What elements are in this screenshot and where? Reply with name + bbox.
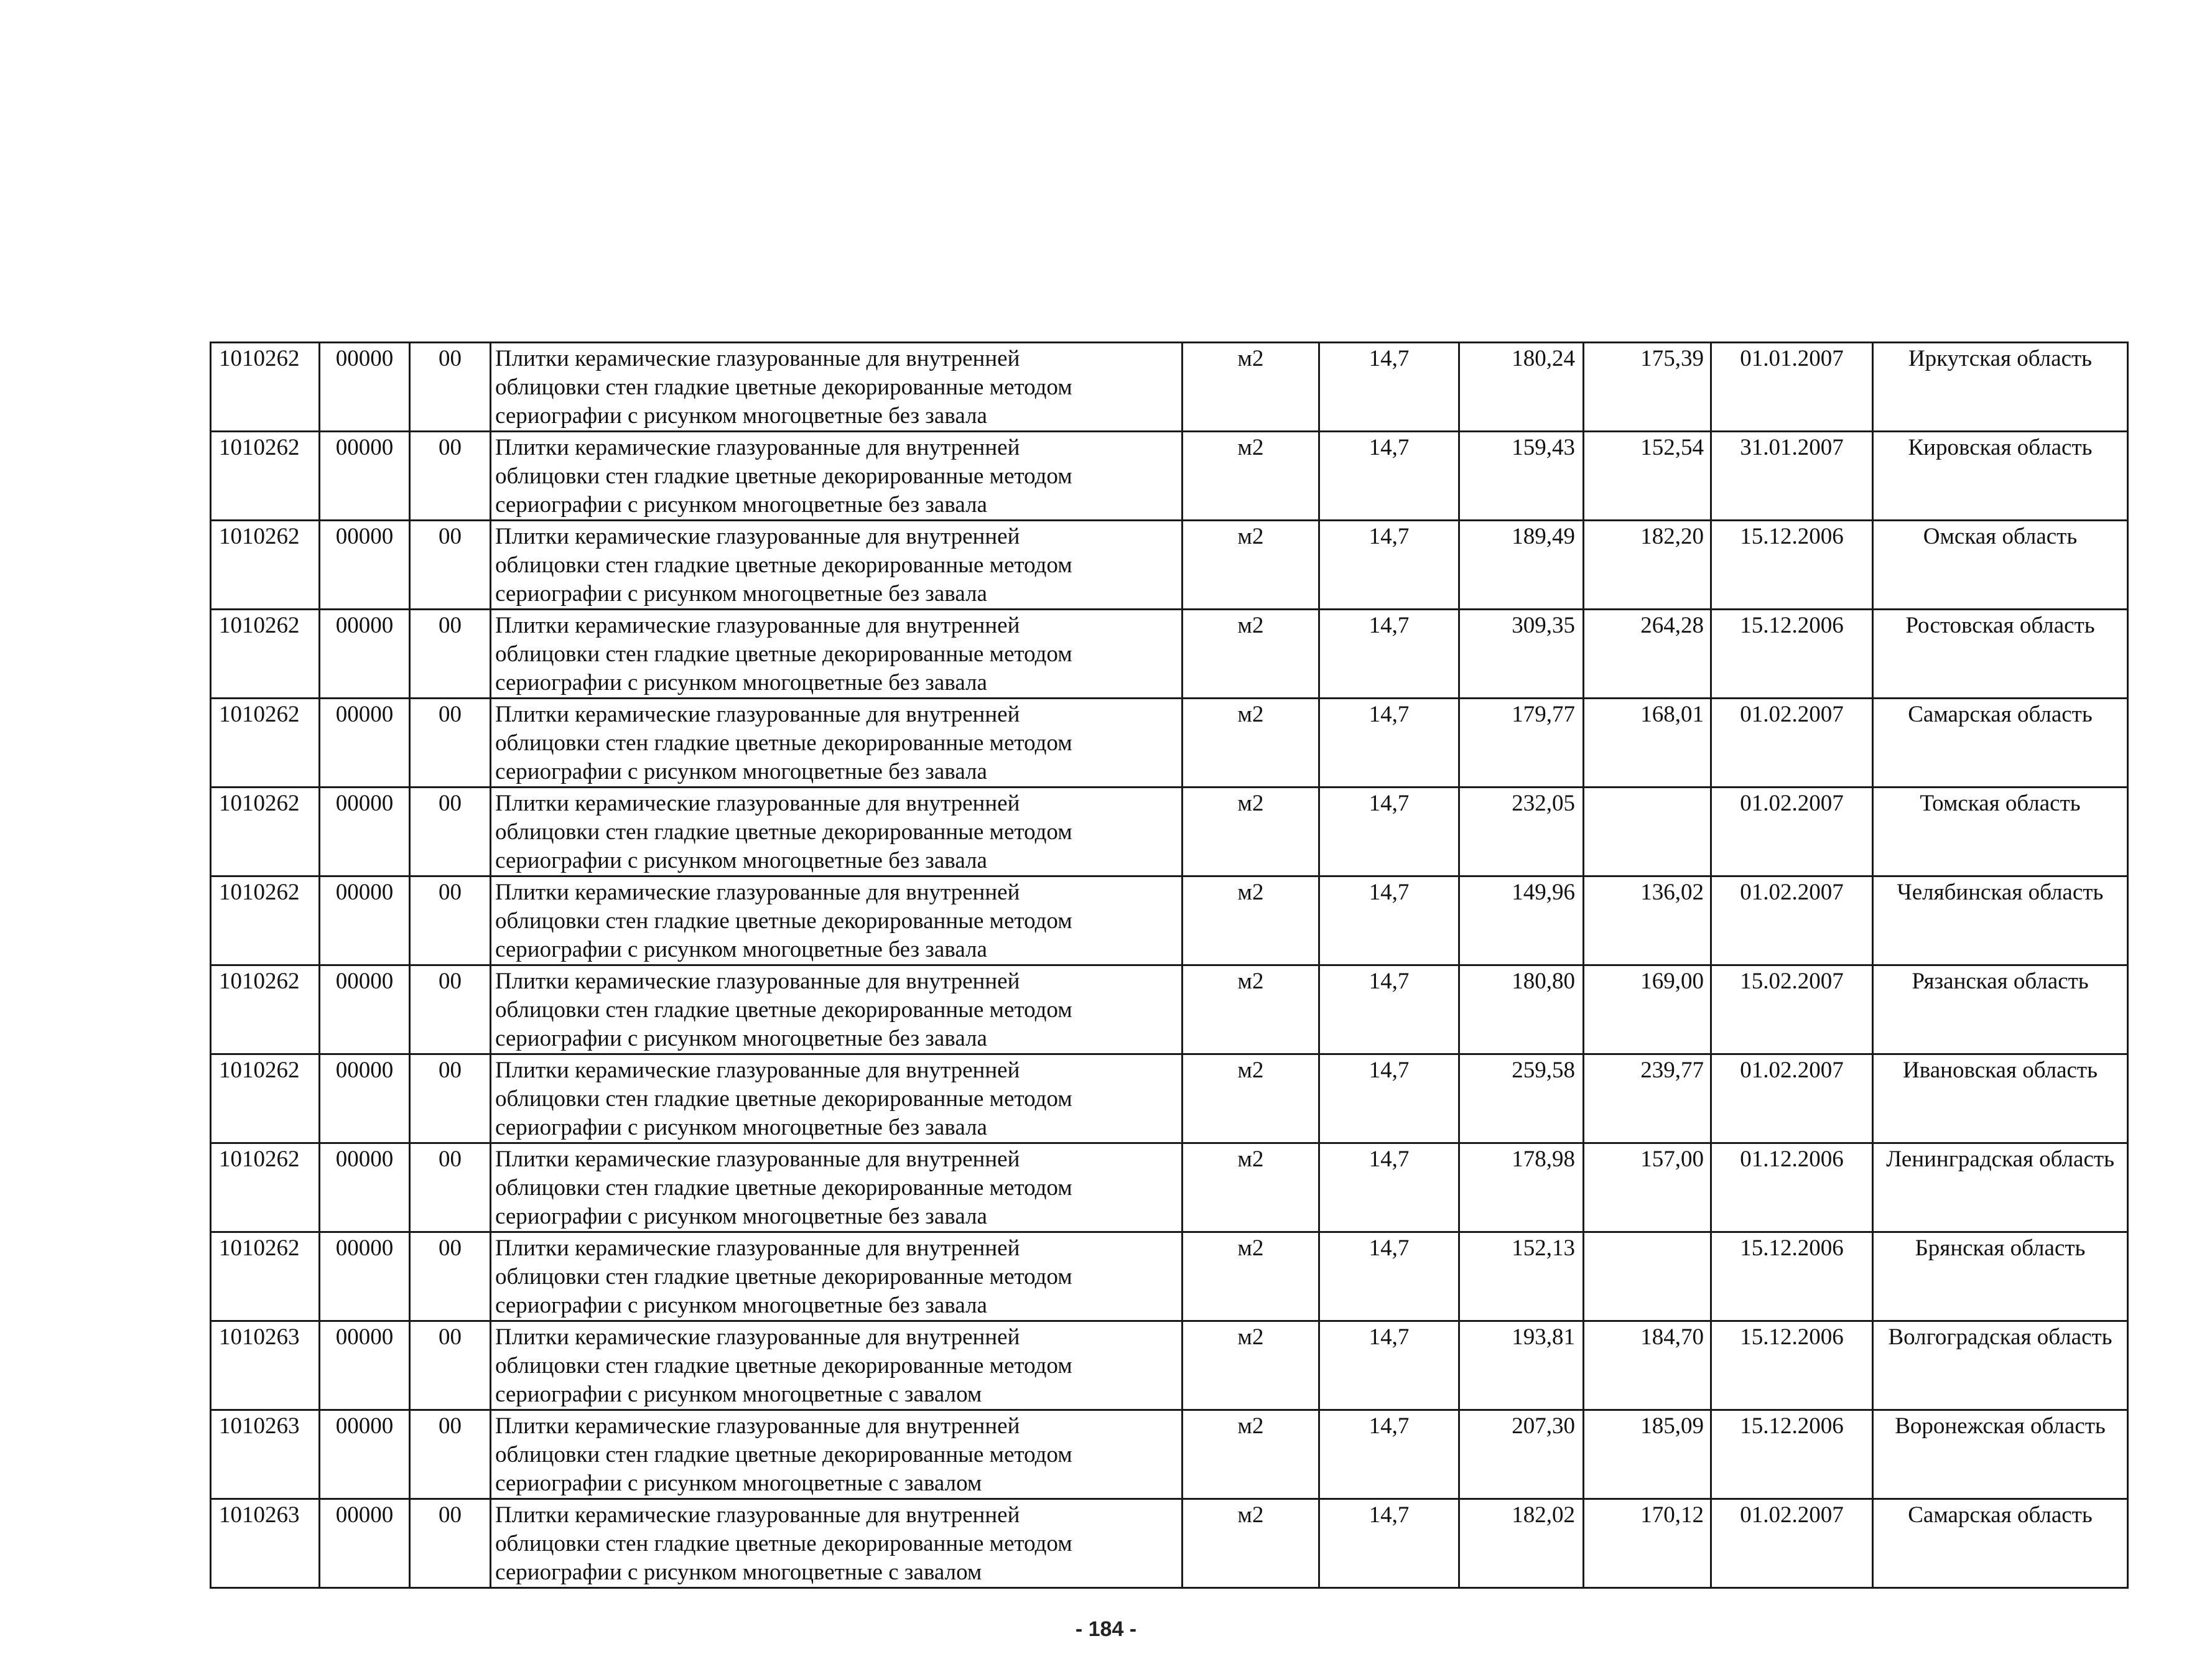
cell-rate: 14,7 bbox=[1319, 1143, 1459, 1232]
cell-price-1: 179,77 bbox=[1459, 699, 1584, 788]
cell-unit: м2 bbox=[1183, 432, 1319, 521]
table-row bbox=[211, 1499, 2128, 1588]
description-line: Плитки керамические глазурованные для внутренней bbox=[495, 346, 1020, 371]
cell-rate: 14,7 bbox=[1319, 1499, 1459, 1588]
cell-region: Брянская область bbox=[1873, 1232, 2128, 1321]
cell-code: 1010262 bbox=[211, 699, 320, 788]
description-line: сериографии с рисунком многоцветные без завала bbox=[495, 848, 987, 873]
description-line: Плитки керамические глазурованные для внутренней bbox=[495, 1235, 1020, 1261]
cell-region: Челябинская область bbox=[1873, 876, 2128, 965]
cell-suffix: 00 bbox=[410, 521, 491, 610]
table-row bbox=[211, 1410, 2128, 1499]
cell-price-1: 178,98 bbox=[1459, 1143, 1584, 1232]
cell-subcode: 00000 bbox=[320, 343, 410, 432]
cell-unit: м2 bbox=[1183, 965, 1319, 1054]
description-line: облицовки стен гладкие цветные декорированные методом bbox=[495, 1264, 1072, 1290]
cell-code: 1010262 bbox=[211, 432, 320, 521]
cell-subcode: 00000 bbox=[320, 876, 410, 965]
description-line: Плитки керамические глазурованные для внутренней bbox=[495, 613, 1020, 638]
description-line: облицовки стен гладкие цветные декорированные методом bbox=[495, 552, 1072, 578]
cell-subcode: 00000 bbox=[320, 1410, 410, 1499]
table-row bbox=[211, 343, 2128, 432]
cell-unit: м2 bbox=[1183, 1232, 1319, 1321]
cell-rate: 14,7 bbox=[1319, 1232, 1459, 1321]
cell-rate: 14,7 bbox=[1319, 699, 1459, 788]
cell-unit: м2 bbox=[1183, 610, 1319, 699]
page-number: - 184 - bbox=[1075, 1617, 1137, 1641]
table-row bbox=[211, 788, 2128, 876]
description-line: Плитки керамические глазурованные для внутренней bbox=[495, 880, 1020, 905]
cell-region: Томская область bbox=[1873, 788, 2128, 876]
table-row bbox=[211, 1321, 2128, 1410]
cell-unit: м2 bbox=[1183, 876, 1319, 965]
cell-code: 1010262 bbox=[211, 521, 320, 610]
cell-description bbox=[491, 876, 1183, 965]
cell-price-2: 239,77 bbox=[1584, 1054, 1711, 1143]
cell-price-2: 152,54 bbox=[1584, 432, 1711, 521]
cell-date: 01.02.2007 bbox=[1711, 788, 1873, 876]
cell-subcode: 00000 bbox=[320, 1054, 410, 1143]
table-row bbox=[211, 1143, 2128, 1232]
cell-date: 15.02.2007 bbox=[1711, 965, 1873, 1054]
cell-subcode: 00000 bbox=[320, 432, 410, 521]
cell-suffix: 00 bbox=[410, 1499, 491, 1588]
cell-date: 01.02.2007 bbox=[1711, 1054, 1873, 1143]
description-line: сериографии с рисунком многоцветные с завалом bbox=[495, 1382, 982, 1407]
cell-price-1: 232,05 bbox=[1459, 788, 1584, 876]
cell-suffix: 00 bbox=[410, 1054, 491, 1143]
cell-suffix: 00 bbox=[410, 965, 491, 1054]
description-line: сериографии с рисунком многоцветные без завала bbox=[495, 937, 987, 962]
cell-price-1: 180,24 bbox=[1459, 343, 1584, 432]
cell-price-2 bbox=[1584, 1232, 1711, 1321]
cell-price-2 bbox=[1584, 788, 1711, 876]
description-line: сериографии с рисунком многоцветные без завала bbox=[495, 492, 987, 518]
table-row bbox=[211, 965, 2128, 1054]
cell-subcode: 00000 bbox=[320, 699, 410, 788]
cell-rate: 14,7 bbox=[1319, 343, 1459, 432]
description-line: Плитки керамические глазурованные для внутренней bbox=[495, 1413, 1020, 1439]
description-line: сериографии с рисунком многоцветные без завала bbox=[495, 1026, 987, 1051]
cell-price-2: 136,02 bbox=[1584, 876, 1711, 965]
description-line: сериографии с рисунком многоцветные без завала bbox=[495, 670, 987, 695]
description-line: облицовки стен гладкие цветные декорированные методом bbox=[495, 463, 1072, 489]
cell-unit: м2 bbox=[1183, 521, 1319, 610]
cell-price-2: 157,00 bbox=[1584, 1143, 1711, 1232]
cell-date: 15.12.2006 bbox=[1711, 1410, 1873, 1499]
cell-suffix: 00 bbox=[410, 432, 491, 521]
cell-code: 1010263 bbox=[211, 1410, 320, 1499]
description-line: облицовки стен гладкие цветные декорированные методом bbox=[495, 730, 1072, 756]
cell-description bbox=[491, 1232, 1183, 1321]
cell-subcode: 00000 bbox=[320, 965, 410, 1054]
cell-suffix: 00 bbox=[410, 1143, 491, 1232]
table-row bbox=[211, 699, 2128, 788]
cell-code: 1010263 bbox=[211, 1499, 320, 1588]
cell-price-1: 259,58 bbox=[1459, 1054, 1584, 1143]
cell-code: 1010262 bbox=[211, 343, 320, 432]
description-line: облицовки стен гладкие цветные декорированные методом bbox=[495, 1442, 1072, 1467]
cell-region: Самарская область bbox=[1873, 699, 2128, 788]
cell-subcode: 00000 bbox=[320, 610, 410, 699]
description-line: Плитки керамические глазурованные для внутренней bbox=[495, 969, 1020, 994]
cell-region: Воронежская область bbox=[1873, 1410, 2128, 1499]
cell-price-1: 193,81 bbox=[1459, 1321, 1584, 1410]
description-line: Плитки керамические глазурованные для внутренней bbox=[495, 1146, 1020, 1172]
description-line: облицовки стен гладкие цветные декорированные методом bbox=[495, 641, 1072, 667]
cell-code: 1010262 bbox=[211, 788, 320, 876]
cell-description bbox=[491, 432, 1183, 521]
cell-rate: 14,7 bbox=[1319, 521, 1459, 610]
cell-price-1: 189,49 bbox=[1459, 521, 1584, 610]
cell-date: 15.12.2006 bbox=[1711, 610, 1873, 699]
cell-code: 1010262 bbox=[211, 1143, 320, 1232]
cell-price-1: 149,96 bbox=[1459, 876, 1584, 965]
cell-description bbox=[491, 699, 1183, 788]
description-line: сериографии с рисунком многоцветные с завалом bbox=[495, 1471, 982, 1496]
cell-region: Ленинградская область bbox=[1873, 1143, 2128, 1232]
cell-description bbox=[491, 1410, 1183, 1499]
cell-price-2: 184,70 bbox=[1584, 1321, 1711, 1410]
cell-suffix: 00 bbox=[410, 610, 491, 699]
cell-unit: м2 bbox=[1183, 343, 1319, 432]
cell-subcode: 00000 bbox=[320, 1499, 410, 1588]
cell-price-1: 309,35 bbox=[1459, 610, 1584, 699]
cell-date: 01.02.2007 bbox=[1711, 699, 1873, 788]
cell-region: Ростовская область bbox=[1873, 610, 2128, 699]
cell-price-1: 207,30 bbox=[1459, 1410, 1584, 1499]
description-line: сериографии с рисунком многоцветные без завала bbox=[495, 1293, 987, 1318]
cell-code: 1010262 bbox=[211, 965, 320, 1054]
cell-region: Волгоградская область bbox=[1873, 1321, 2128, 1410]
cell-suffix: 00 bbox=[410, 1410, 491, 1499]
cell-region: Самарская область bbox=[1873, 1499, 2128, 1588]
cell-code: 1010262 bbox=[211, 876, 320, 965]
cell-subcode: 00000 bbox=[320, 1232, 410, 1321]
cell-date: 15.12.2006 bbox=[1711, 1321, 1873, 1410]
cell-price-2: 169,00 bbox=[1584, 965, 1711, 1054]
cell-description bbox=[491, 788, 1183, 876]
cell-suffix: 00 bbox=[410, 343, 491, 432]
table-body bbox=[211, 343, 2128, 1588]
cell-description bbox=[491, 1054, 1183, 1143]
cell-price-2: 170,12 bbox=[1584, 1499, 1711, 1588]
description-line: сериографии с рисунком многоцветные без завала bbox=[495, 1204, 987, 1229]
cell-suffix: 00 bbox=[410, 699, 491, 788]
cell-subcode: 00000 bbox=[320, 521, 410, 610]
cell-subcode: 00000 bbox=[320, 1321, 410, 1410]
cell-rate: 14,7 bbox=[1319, 788, 1459, 876]
price-table bbox=[210, 342, 2129, 1589]
description-line: сериографии с рисунком многоцветные без завала bbox=[495, 1115, 987, 1140]
cell-date: 01.02.2007 bbox=[1711, 876, 1873, 965]
cell-date: 01.01.2007 bbox=[1711, 343, 1873, 432]
description-line: Плитки керамические глазурованные для внутренней bbox=[495, 702, 1020, 727]
description-line: облицовки стен гладкие цветные декорированные методом bbox=[495, 819, 1072, 845]
cell-price-2: 168,01 bbox=[1584, 699, 1711, 788]
cell-region: Иркутская область bbox=[1873, 343, 2128, 432]
cell-rate: 14,7 bbox=[1319, 432, 1459, 521]
cell-subcode: 00000 bbox=[320, 1143, 410, 1232]
table-row bbox=[211, 521, 2128, 610]
cell-code: 1010262 bbox=[211, 610, 320, 699]
cell-suffix: 00 bbox=[410, 876, 491, 965]
description-line: Плитки керамические глазурованные для внутренней bbox=[495, 435, 1020, 460]
cell-description bbox=[491, 343, 1183, 432]
cell-code: 1010262 bbox=[211, 1054, 320, 1143]
cell-suffix: 00 bbox=[410, 788, 491, 876]
cell-description bbox=[491, 1499, 1183, 1588]
cell-description bbox=[491, 1143, 1183, 1232]
cell-price-2: 185,09 bbox=[1584, 1410, 1711, 1499]
cell-rate: 14,7 bbox=[1319, 965, 1459, 1054]
cell-description bbox=[491, 610, 1183, 699]
cell-region: Ивановская область bbox=[1873, 1054, 2128, 1143]
description-line: Плитки керамические глазурованные для внутренней bbox=[495, 1502, 1020, 1528]
cell-price-1: 182,02 bbox=[1459, 1499, 1584, 1588]
cell-price-1: 159,43 bbox=[1459, 432, 1584, 521]
cell-price-2: 175,39 bbox=[1584, 343, 1711, 432]
cell-unit: м2 bbox=[1183, 1143, 1319, 1232]
cell-rate: 14,7 bbox=[1319, 876, 1459, 965]
description-line: Плитки керамические глазурованные для внутренней bbox=[495, 1057, 1020, 1083]
cell-rate: 14,7 bbox=[1319, 1410, 1459, 1499]
cell-description bbox=[491, 521, 1183, 610]
cell-unit: м2 bbox=[1183, 1054, 1319, 1143]
cell-region: Омская область bbox=[1873, 521, 2128, 610]
description-line: Плитки керамические глазурованные для внутренней bbox=[495, 524, 1020, 549]
description-line: облицовки стен гладкие цветные декорированные методом bbox=[495, 374, 1072, 400]
cell-price-1: 180,80 bbox=[1459, 965, 1584, 1054]
description-line: сериографии с рисунком многоцветные без завала bbox=[495, 759, 987, 784]
cell-unit: м2 bbox=[1183, 1410, 1319, 1499]
description-line: облицовки стен гладкие цветные декорированные методом bbox=[495, 908, 1072, 934]
cell-description bbox=[491, 1321, 1183, 1410]
cell-code: 1010263 bbox=[211, 1321, 320, 1410]
cell-description bbox=[491, 965, 1183, 1054]
description-line: сериографии с рисунком многоцветные без завала bbox=[495, 581, 987, 607]
cell-price-2: 264,28 bbox=[1584, 610, 1711, 699]
cell-subcode: 00000 bbox=[320, 788, 410, 876]
cell-region: Кировская область bbox=[1873, 432, 2128, 521]
table-row bbox=[211, 1054, 2128, 1143]
description-line: облицовки стен гладкие цветные декорированные методом bbox=[495, 1086, 1072, 1112]
cell-rate: 14,7 bbox=[1319, 1054, 1459, 1143]
description-line: облицовки стен гладкие цветные декорированные методом bbox=[495, 1353, 1072, 1378]
cell-region: Рязанская область bbox=[1873, 965, 2128, 1054]
cell-rate: 14,7 bbox=[1319, 610, 1459, 699]
description-line: Плитки керамические глазурованные для внутренней bbox=[495, 1324, 1020, 1350]
cell-date: 31.01.2007 bbox=[1711, 432, 1873, 521]
description-line: облицовки стен гладкие цветные декорированные методом bbox=[495, 997, 1072, 1023]
cell-date: 15.12.2006 bbox=[1711, 1232, 1873, 1321]
description-line: облицовки стен гладкие цветные декорированные методом bbox=[495, 1531, 1072, 1556]
table-row bbox=[211, 432, 2128, 521]
table-row bbox=[211, 876, 2128, 965]
description-line: сериографии с рисунком многоцветные с завалом bbox=[495, 1559, 982, 1585]
cell-code: 1010262 bbox=[211, 1232, 320, 1321]
cell-date: 01.02.2007 bbox=[1711, 1499, 1873, 1588]
cell-price-1: 152,13 bbox=[1459, 1232, 1584, 1321]
table-row bbox=[211, 610, 2128, 699]
cell-rate: 14,7 bbox=[1319, 1321, 1459, 1410]
table-row bbox=[211, 1232, 2128, 1321]
cell-suffix: 00 bbox=[410, 1321, 491, 1410]
cell-date: 15.12.2006 bbox=[1711, 521, 1873, 610]
cell-date: 01.12.2006 bbox=[1711, 1143, 1873, 1232]
cell-unit: м2 bbox=[1183, 1499, 1319, 1588]
description-line: Плитки керамические глазурованные для внутренней bbox=[495, 791, 1020, 816]
cell-price-2: 182,20 bbox=[1584, 521, 1711, 610]
description-line: сериографии с рисунком многоцветные без завала bbox=[495, 403, 987, 429]
description-line: облицовки стен гладкие цветные декорированные методом bbox=[495, 1175, 1072, 1201]
cell-unit: м2 bbox=[1183, 699, 1319, 788]
cell-unit: м2 bbox=[1183, 788, 1319, 876]
cell-suffix: 00 bbox=[410, 1232, 491, 1321]
cell-unit: м2 bbox=[1183, 1321, 1319, 1410]
